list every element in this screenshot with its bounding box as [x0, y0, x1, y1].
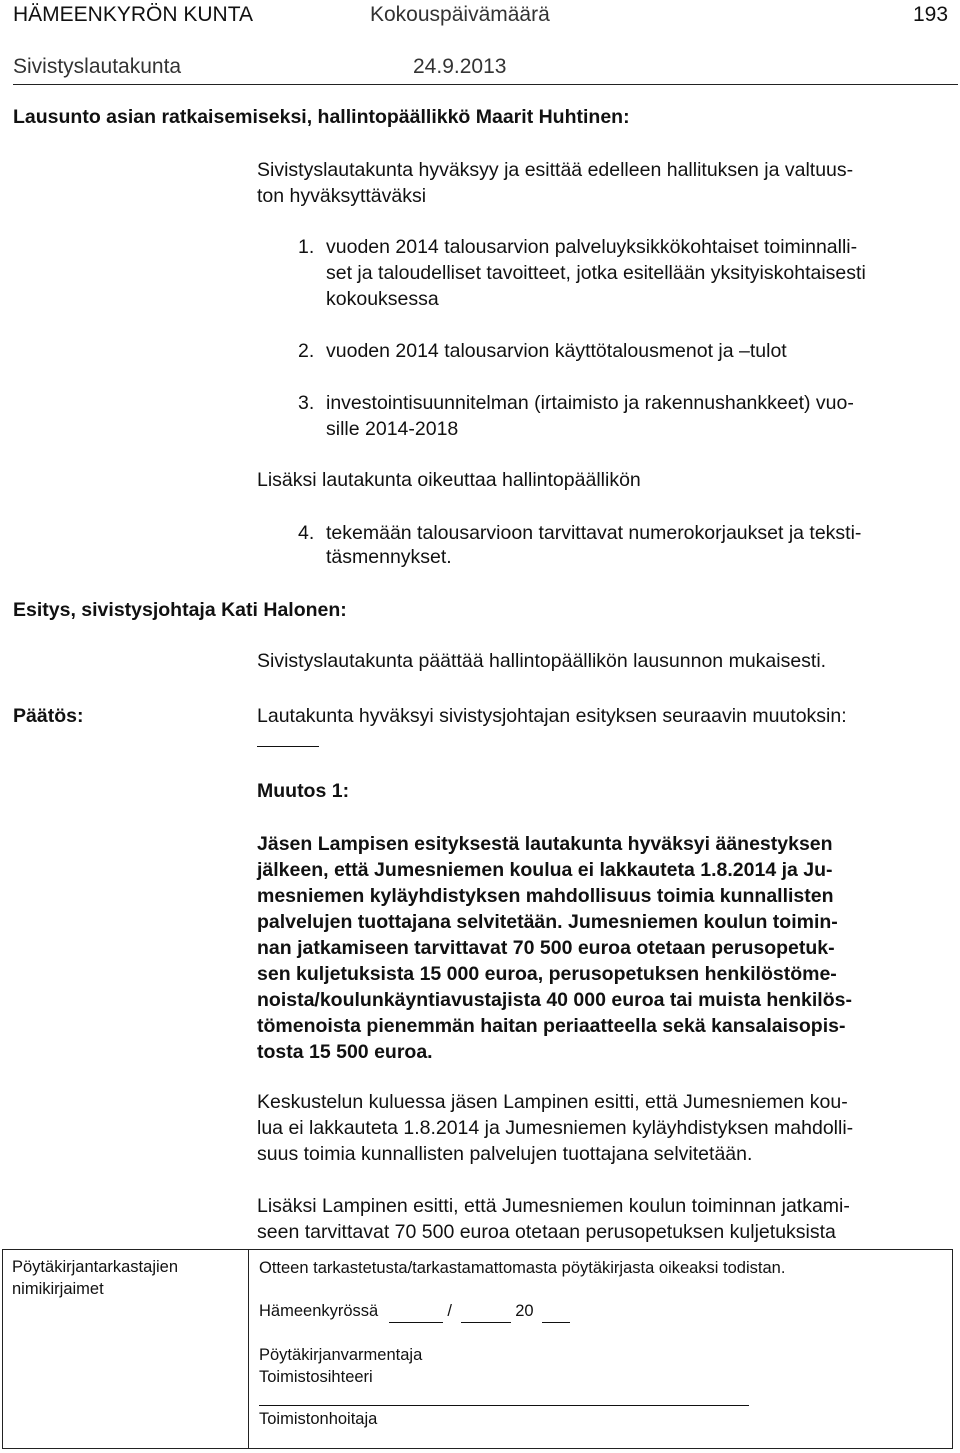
date-slash: / [447, 1302, 452, 1320]
proposal-text: Sivistyslautakunta päättää hallintopäällikön lausunnon mukaisesti. [257, 650, 827, 672]
intro-line-1: Sivistyslautakunta hyväksyy ja esittää edelleen hallituksen ja valtuus- [257, 159, 854, 181]
page-number: 193 [913, 3, 949, 26]
decision-label: Päätös: [13, 705, 84, 727]
change-line: mesniemen kyläyhdistyksen mahdollisuus toimia kunnallisten [257, 885, 834, 907]
meeting-date: 24.9.2013 [413, 55, 507, 78]
change-line: Jäsen Lampisen esityksestä lautakunta hyväksyi äänestyksen [257, 833, 833, 855]
additional2-line: Lisäksi Lampinen esitti, että Jumesniemen koulun toiminnan jatkami- [257, 1195, 850, 1217]
signature-line [259, 1405, 749, 1406]
year-prefix: 20 [515, 1302, 534, 1320]
date-label: Kokouspäivämäärä [370, 3, 550, 26]
discussion-line: lua ei lakkauteta 1.8.2014 ja Jumesniemen kyläyhdistyksen mahdolli- [257, 1117, 854, 1139]
additional-text: Lisäksi lautakunta oikeuttaa hallintopäällikön [257, 469, 641, 491]
day-blank [389, 1300, 443, 1323]
decision-underline [257, 746, 319, 747]
change-label: Muutos 1: [257, 780, 350, 802]
footer-divider [248, 1249, 249, 1449]
office-manager-label: Toimistonhoitaja [259, 1410, 378, 1428]
item-2-line-1: vuoden 2014 talousarvion käyttötalousmenot ja –tulot [326, 340, 787, 362]
footer-box [2, 1249, 953, 1449]
change-line: noista/koulunkäyntiavustajista 40 000 euroa tai muista henkilös- [257, 989, 852, 1011]
municipality-name: HÄMEENKYRÖN KUNTA [13, 3, 253, 26]
change-line: jälkeen, että Jumesniemen koulua ei lakkauteta 1.8.2014 ja Ju- [257, 859, 833, 881]
month-blank [461, 1300, 511, 1323]
certification-text: Otteen tarkastetusta/tarkastamattomasta pöytäkirjasta oikeaksi todistan. [259, 1259, 786, 1277]
item-3-line-2: sille 2014-2018 [326, 418, 459, 440]
initials-label: Pöytäkirjantarkastajien [12, 1258, 178, 1276]
change-line: tömenoista pienemmän haitan periaatteella sekä kansalaisopis- [257, 1015, 846, 1037]
item-1-line-2: set ja taloudelliset tavoitteet, jotka esitellään yksityiskohtaisesti [326, 262, 866, 284]
item-number: 1. [298, 236, 315, 258]
section-title: Lausunto asian ratkaisemiseksi, hallintopäällikkö Maarit Huhtinen: [13, 106, 630, 128]
item-4-line-2: täsmennykset. [326, 546, 452, 568]
change-line: nan jatkamiseen tarvittavat 70 500 euroa otetaan perusopetuk- [257, 937, 835, 959]
item-number: 4. [298, 522, 315, 544]
discussion-line: Keskustelun kuluessa jäsen Lampinen esitti, että Jumesniemen kou- [257, 1091, 848, 1113]
item-number: 2. [298, 340, 315, 362]
initials-label-2: nimikirjaimet [12, 1280, 104, 1298]
discussion-line: suus toimia kunnallisten palvelujen tuottajana selvitetään. [257, 1143, 753, 1165]
additional2-line: seen tarvittavat 70 500 euroa otetaan perusopetuksen kuljetuksista [257, 1221, 836, 1243]
year-blank [542, 1300, 570, 1323]
item-1-line-3: kokouksessa [326, 288, 439, 310]
office-secretary-label: Toimistosihteeri [259, 1368, 373, 1386]
header-rule [13, 84, 958, 85]
place-name: Hämeenkyrössä [259, 1302, 379, 1320]
change-line: palvelujen tuottajana selvitetään. Jumesniemen koulun toimin- [257, 911, 838, 933]
change-line: tosta 15 500 euroa. [257, 1041, 433, 1063]
decision-text: Lautakunta hyväksyi sivistysjohtajan esityksen seuraavin muutoksin: [257, 705, 847, 727]
proposal-label: Esitys, sivistysjohtaja Kati Halonen: [13, 599, 347, 621]
item-4-line-1: tekemään talousarvioon tarvittavat numerokorjaukset ja teksti- [326, 522, 862, 544]
item-number: 3. [298, 392, 315, 414]
committee-name: Sivistyslautakunta [13, 55, 182, 78]
place-line [259, 1300, 570, 1323]
change-line: sen kuljetuksista 15 000 euroa, perusopetuksen henkilöstöme- [257, 963, 837, 985]
verifier-label: Pöytäkirjanvarmentaja [259, 1346, 423, 1364]
item-1-line-1: vuoden 2014 talousarvion palveluyksikkökohtaiset toiminnalli- [326, 236, 858, 258]
item-3-line-1: investointisuunnitelman (irtaimisto ja rakennushankkeet) vuo- [326, 392, 854, 414]
intro-line-2: ton hyväksyttäväksi [257, 185, 427, 207]
